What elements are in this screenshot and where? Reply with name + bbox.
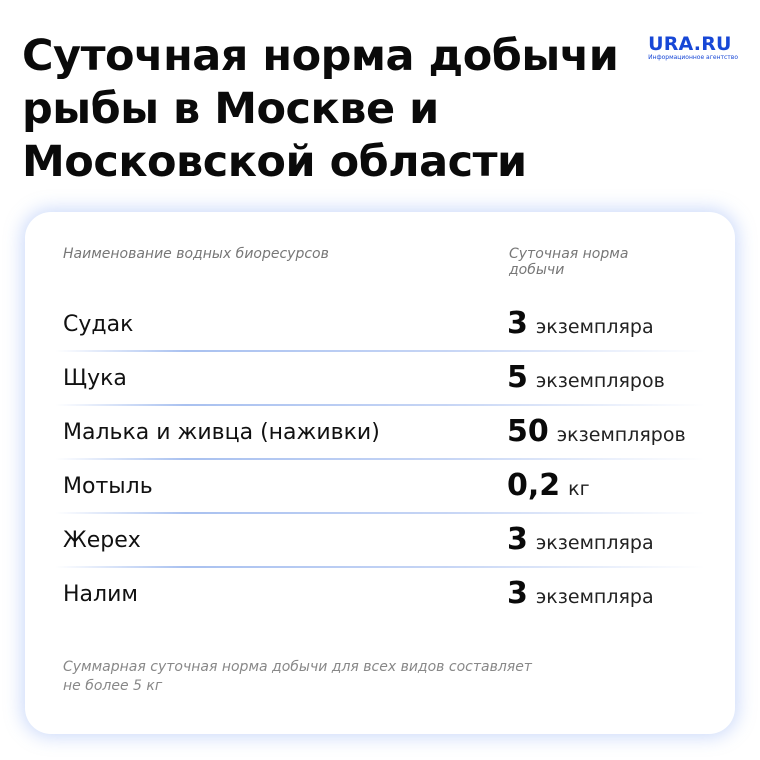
table-row <box>25 460 735 514</box>
norm-unit: экземпляра <box>535 586 654 608</box>
norm-value <box>507 468 590 503</box>
norm-number: 3 <box>507 522 528 557</box>
norms-table-card <box>25 212 735 734</box>
norm-value <box>507 360 665 395</box>
norm-value <box>507 306 654 341</box>
fish-name: Налим <box>63 582 138 607</box>
norm-value <box>507 414 686 449</box>
fish-name: Судак <box>63 312 134 337</box>
fish-name: Жерех <box>63 528 141 553</box>
norm-number: 3 <box>507 576 528 611</box>
norm-number: 3 <box>507 306 528 341</box>
norm-number: 0,2 <box>507 468 561 503</box>
norm-unit: экземпляра <box>535 532 654 554</box>
norm-value <box>507 522 654 557</box>
norm-unit: экземпляра <box>535 316 654 338</box>
norm-unit: кг <box>568 478 590 500</box>
norm-unit: экземпляров <box>556 424 686 446</box>
fish-name: Малька и живца (наживки) <box>63 420 380 445</box>
norm-value <box>507 576 654 611</box>
table-row <box>25 568 735 622</box>
logo-subtitle: Информационное агентство <box>648 54 738 61</box>
page-title: Суточная норма добычи рыбы в Москве и Московской области <box>22 31 619 187</box>
footnote: Суммарная суточная норма добычи для всех видов составляет не более 5 кг <box>63 659 532 694</box>
logo-text: URA.RU <box>648 33 732 55</box>
column-header-norm: Суточная норма добычи <box>509 246 629 278</box>
norm-number: 5 <box>507 360 528 395</box>
table-row <box>25 298 735 352</box>
table-row <box>25 406 735 460</box>
norm-unit: экземпляров <box>535 370 665 392</box>
fish-name: Щука <box>63 366 127 391</box>
fish-name: Мотыль <box>63 474 153 499</box>
table-row <box>25 352 735 406</box>
table-row <box>25 514 735 568</box>
norm-number: 50 <box>507 414 549 449</box>
ura-ru-logo[interactable] <box>648 34 738 61</box>
column-header-name: Наименование водных биоресурсов <box>63 246 329 262</box>
